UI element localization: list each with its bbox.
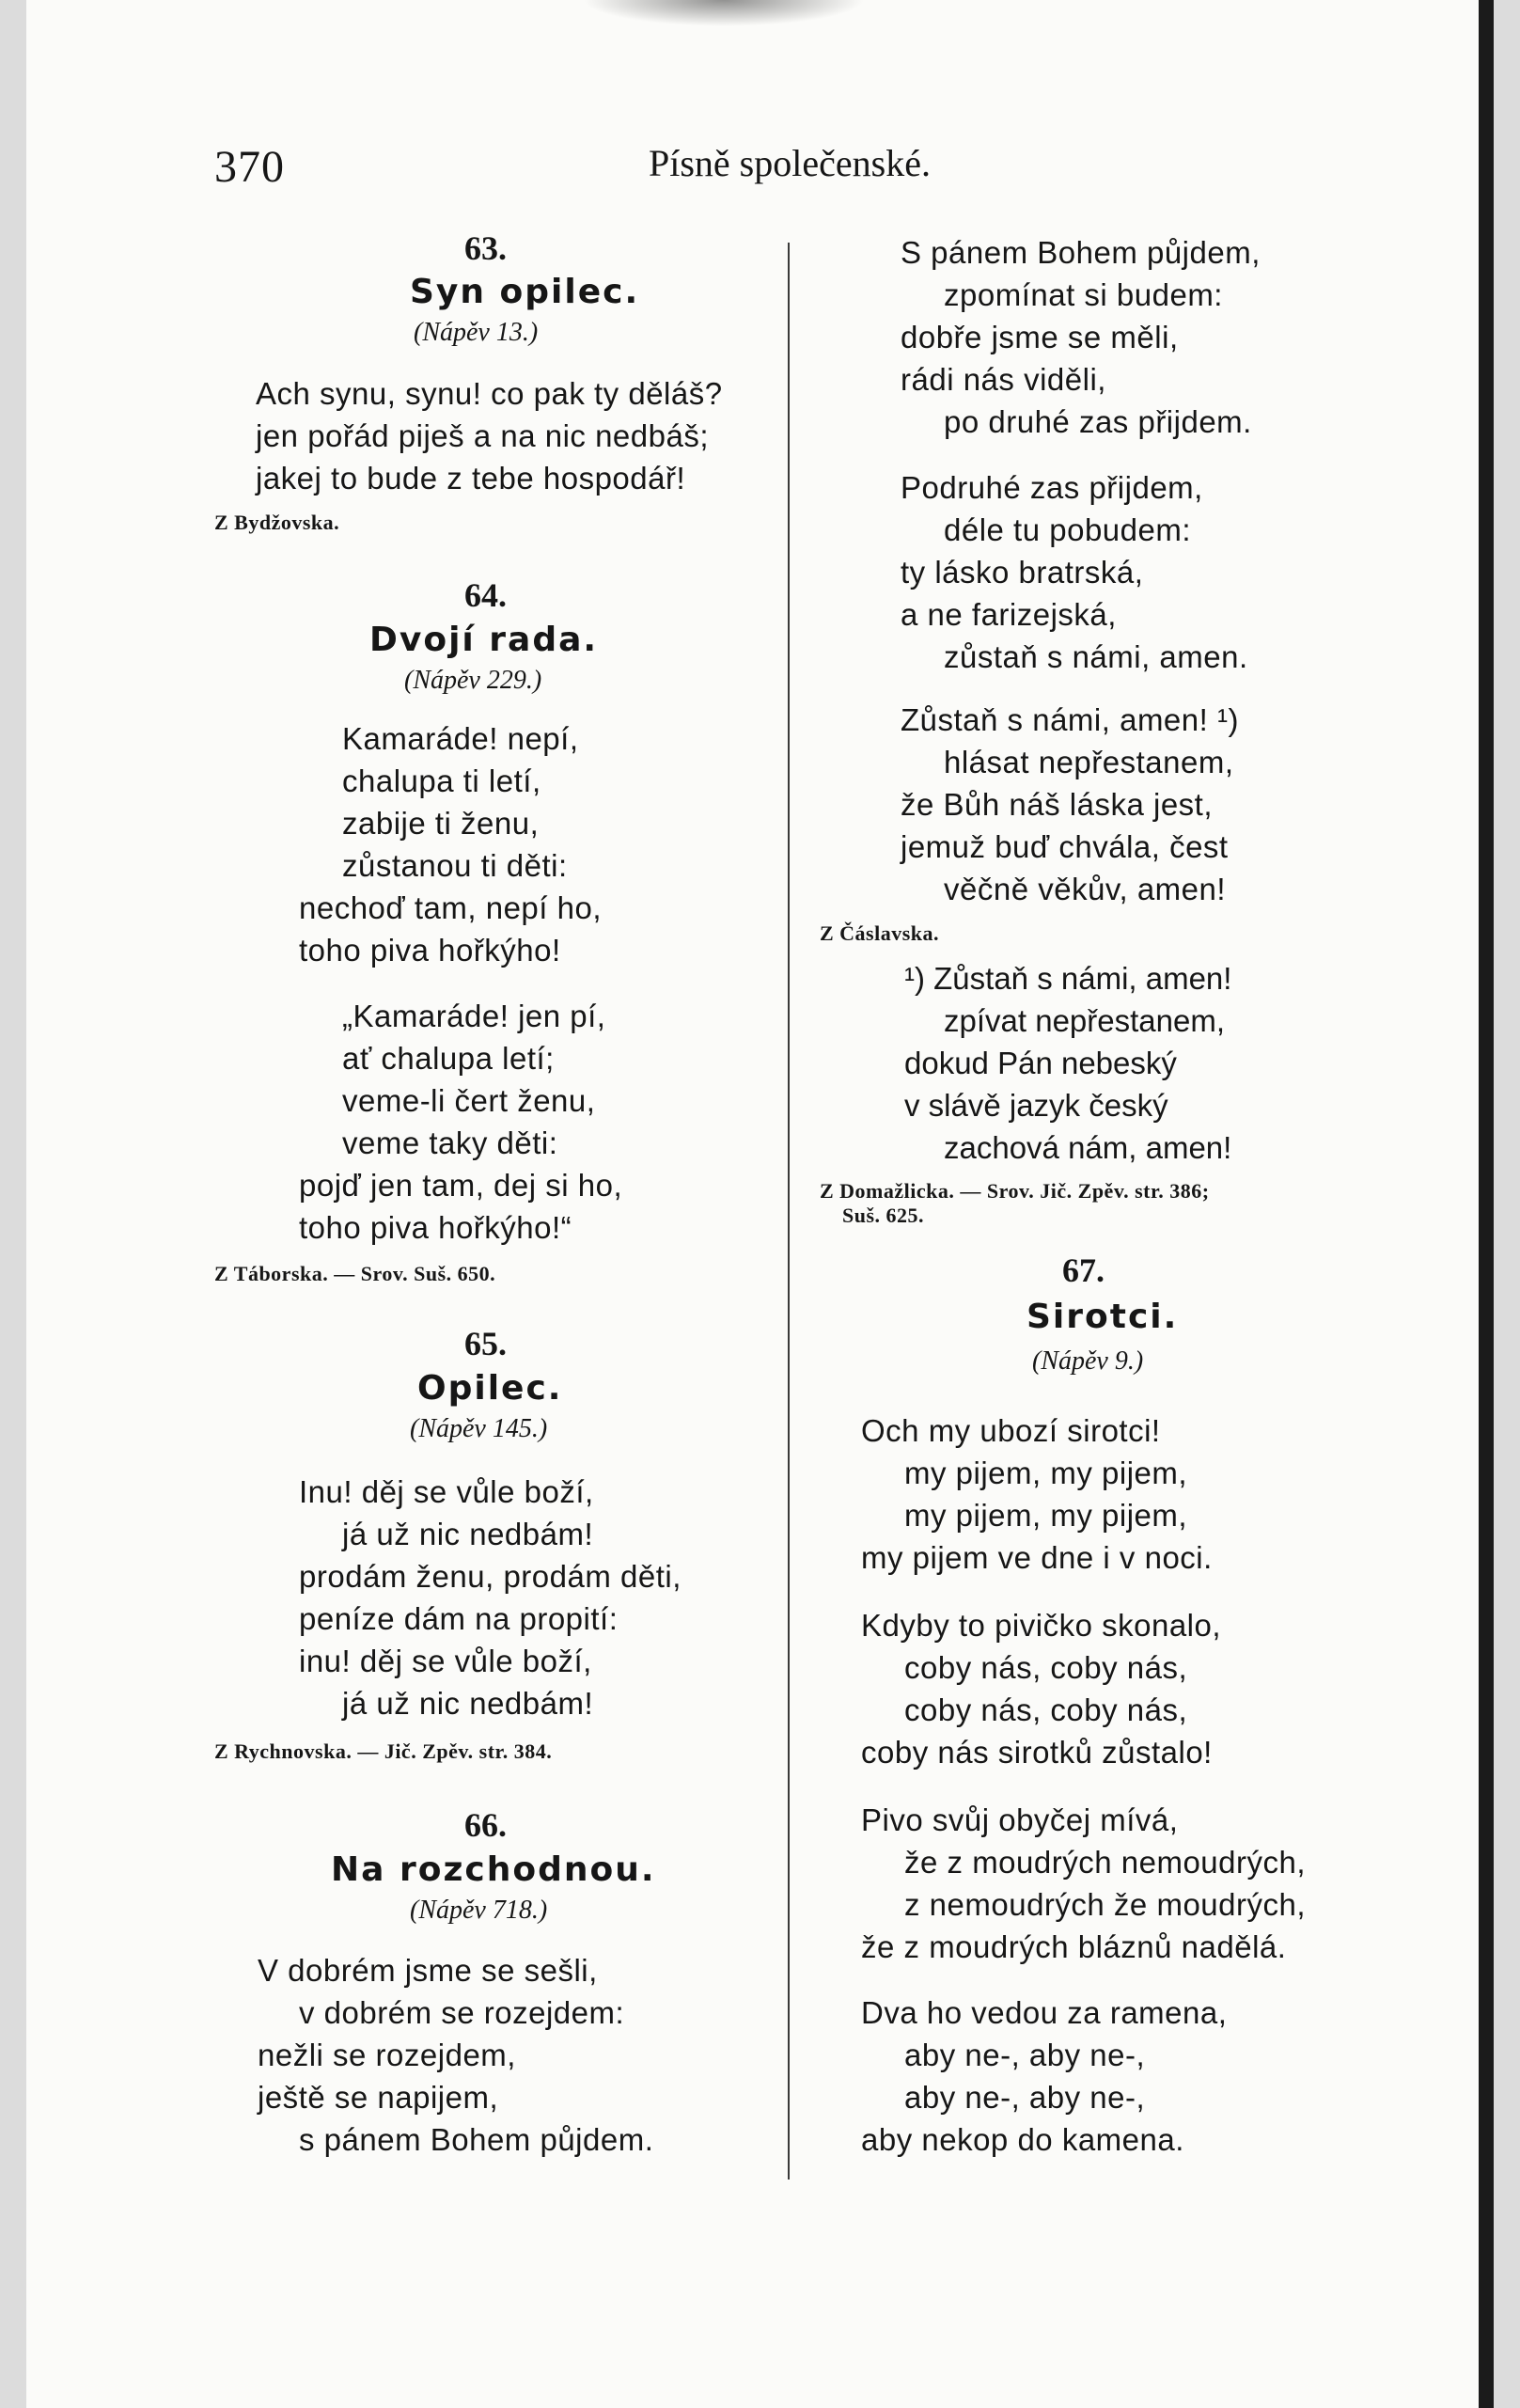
- running-title: Písně společenské.: [649, 142, 931, 184]
- song-title: Dvojí rada.: [369, 621, 599, 659]
- verse-line: peníze dám na propití:: [299, 1601, 619, 1636]
- verse-line: coby nás, coby nás,: [904, 1650, 1188, 1685]
- verse-line: my pijem, my pijem,: [904, 1456, 1188, 1490]
- footnote-line: zachová nám, amen!: [944, 1130, 1232, 1165]
- song-title: Opilec.: [417, 1369, 563, 1408]
- verse-line: coby nás, coby nás,: [904, 1692, 1188, 1727]
- verse-line: já už nic nedbám!: [342, 1686, 594, 1721]
- scan-shadow: [583, 0, 865, 26]
- verse-line: v dobrém se rozejdem:: [299, 1995, 625, 2030]
- page-number: 370: [214, 142, 285, 192]
- tune-reference: (Nápěv 13.): [414, 318, 539, 347]
- footnote-line: v slávě jazyk český: [904, 1088, 1168, 1123]
- verse-line: toho piva hořkýho!: [299, 933, 561, 968]
- song-title: Syn opilec.: [410, 273, 640, 311]
- verse-line: Inu! děj se vůle boží,: [299, 1474, 594, 1509]
- verse-line: Ach synu, synu! co pak ty děláš?: [256, 376, 723, 411]
- column-divider: [788, 243, 790, 2180]
- source-note: Z Čáslavska.: [820, 921, 940, 945]
- song-title: Na rozchodnou.: [331, 1850, 656, 1889]
- verse-line: ať chalupa letí;: [342, 1041, 555, 1076]
- source-note: Z Táborska. — Srov. Suš. 650.: [214, 1262, 496, 1285]
- tune-reference: (Nápěv 718.): [410, 1896, 548, 1925]
- footnote-line: ¹) Zůstaň s námi, amen!: [904, 961, 1232, 996]
- verse-line: jemuž buď chvála, čest: [901, 829, 1229, 864]
- tune-reference: (Nápěv 9.): [1032, 1346, 1144, 1376]
- verse-line: věčně věkův, amen!: [944, 872, 1227, 906]
- footnote-line: dokud Pán nebeský: [904, 1046, 1177, 1080]
- source-note: Z Domažlicka. — Srov. Jič. Zpěv. str. 386;: [820, 1179, 1210, 1203]
- verse-line: déle tu pobudem:: [944, 512, 1192, 547]
- verse-line: coby nás sirotků zůstalo!: [861, 1735, 1213, 1770]
- footnote-line: zpívat nepřestanem,: [944, 1003, 1225, 1038]
- verse-line: nechoď tam, nepí ho,: [299, 890, 602, 925]
- verse-line: ty lásko bratrská,: [901, 555, 1144, 590]
- verse-line: Podruhé zas přijdem,: [901, 470, 1203, 505]
- verse-line: Dva ho vedou za ramena,: [861, 1995, 1228, 2030]
- verse-line: my pijem ve dne i v noci.: [861, 1540, 1213, 1575]
- verse-line: Och my ubozí sirotci!: [861, 1413, 1161, 1448]
- verse-line: Pivo svůj obyčej mívá,: [861, 1802, 1179, 1837]
- verse-line: zůstaň s námi, amen.: [944, 639, 1248, 674]
- verse-line: veme taky děti:: [342, 1125, 558, 1160]
- verse-line: že z moudrých nemoudrých,: [904, 1845, 1307, 1880]
- verse-line: aby ne-, aby ne-,: [904, 2080, 1146, 2115]
- verse-line: Zůstaň s námi, amen! ¹): [901, 702, 1239, 737]
- verse-line: že z moudrých bláznů nadělá.: [861, 1929, 1287, 1964]
- verse-line: prodám ženu, prodám děti,: [299, 1559, 682, 1594]
- verse-line: S pánem Bohem půjdem,: [901, 235, 1261, 270]
- song-number: 66.: [464, 1806, 507, 1844]
- book-page: [26, 0, 1479, 2408]
- verse-line: zpomínat si budem:: [944, 277, 1223, 312]
- source-note: Z Bydžovska.: [214, 511, 340, 534]
- verse-line: ještě se napijem,: [258, 2080, 499, 2115]
- verse-line: zabije ti ženu,: [342, 806, 540, 841]
- verse-line: rádi nás viděli,: [901, 362, 1106, 397]
- verse-line: Kdyby to pivičko skonalo,: [861, 1608, 1222, 1643]
- verse-line: toho piva hořkýho!“: [299, 1210, 572, 1245]
- verse-line: chalupa ti letí,: [342, 763, 541, 798]
- verse-line: my pijem, my pijem,: [904, 1498, 1188, 1533]
- verse-line: V dobrém jsme se sešli,: [258, 1953, 598, 1988]
- verse-line: že Bůh náš láska jest,: [901, 787, 1214, 822]
- verse-line: inu! děj se vůle boží,: [299, 1644, 592, 1678]
- verse-line: z nemoudrých že moudrých,: [904, 1887, 1307, 1922]
- verse-line: aby nekop do kamena.: [861, 2122, 1184, 2157]
- page-edge: [1479, 0, 1494, 2408]
- verse-line: Kamaráde! nepí,: [342, 721, 579, 756]
- verse-line: aby ne-, aby ne-,: [904, 2038, 1146, 2072]
- verse-line: nežli se rozejdem,: [258, 2038, 516, 2072]
- song-number: 63.: [464, 229, 507, 267]
- tune-reference: (Nápěv 145.): [410, 1414, 548, 1443]
- song-number: 67.: [1062, 1251, 1105, 1289]
- verse-line: veme-li čert ženu,: [342, 1083, 596, 1118]
- source-note: Suš. 625.: [842, 1204, 925, 1227]
- verse-line: a ne farizejská,: [901, 597, 1117, 632]
- verse-line: s pánem Bohem půjdem.: [299, 2122, 654, 2157]
- verse-line: po druhé zas přijdem.: [944, 404, 1252, 439]
- verse-line: dobře jsme se měli,: [901, 320, 1179, 354]
- source-note: Z Rychnovska. — Jič. Zpěv. str. 384.: [214, 1739, 553, 1763]
- verse-line: já už nic nedbám!: [342, 1517, 594, 1551]
- verse-line: zůstanou ti děti:: [342, 848, 568, 883]
- verse-line: pojď jen tam, dej si ho,: [299, 1168, 623, 1203]
- tune-reference: (Nápěv 229.): [404, 666, 542, 695]
- verse-line: hlásat nepřestanem,: [944, 745, 1234, 779]
- song-number: 64.: [464, 576, 507, 614]
- song-number: 65.: [464, 1325, 507, 1362]
- verse-line: jen pořád piješ a na nic nedbáš;: [256, 418, 709, 453]
- song-title: Sirotci.: [1026, 1298, 1179, 1336]
- verse-line: „Kamaráde! jen pí,: [342, 999, 606, 1033]
- verse-line: jakej to bude z tebe hospodář!: [256, 461, 686, 496]
